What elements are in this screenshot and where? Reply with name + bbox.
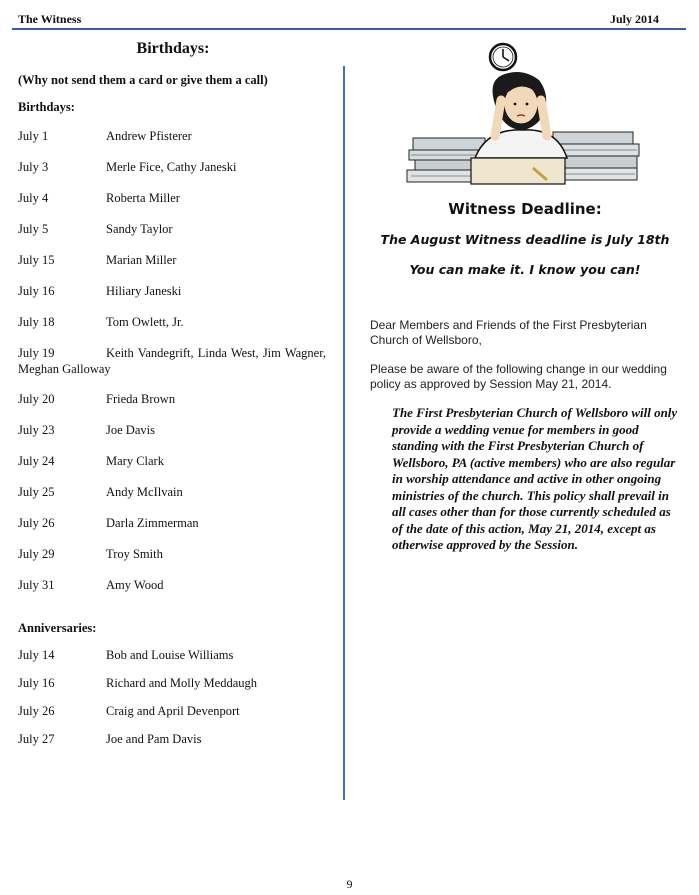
newsletter-title: The Witness [18, 12, 82, 26]
list-item [18, 190, 326, 207]
header-rule [12, 28, 686, 30]
stressed-worker-illustration [405, 40, 640, 188]
entry-names: Richard and Molly Meddaugh [106, 676, 258, 690]
page-number: 9 [346, 877, 353, 891]
entry-date: July 20 [18, 392, 55, 406]
entry-names: Joe Davis [106, 423, 155, 437]
anniversaries-label: Anniversaries: [18, 621, 97, 635]
deadline-date-text: The August Witness deadline is July 18th [380, 232, 670, 247]
entry-names: Amy Wood [106, 578, 164, 592]
list-item [18, 647, 326, 664]
issue-date: July 2014 [609, 12, 659, 26]
entry-names: Keith Vandegrift, Linda West, Jim Wagner, Meghan Galloway [18, 346, 326, 376]
list-item [18, 731, 326, 748]
entry-names: Hiliary Janeski [106, 284, 182, 298]
list-item [18, 577, 326, 594]
list-item [18, 515, 326, 532]
entry-date: July 25 [18, 485, 55, 499]
entry-date: July 23 [18, 423, 55, 437]
list-item [18, 422, 326, 439]
birthdays-label: Birthdays: [18, 100, 75, 114]
entry-date: July 16 [18, 284, 55, 298]
entry-date: July 31 [18, 578, 55, 592]
list-item [18, 159, 326, 176]
entry-date: July 19 [18, 346, 55, 360]
list-item [18, 484, 326, 501]
entry-date: July 14 [18, 648, 55, 662]
entry-names: Sandy Taylor [106, 222, 173, 236]
list-item [18, 128, 326, 145]
desk-icon [471, 158, 565, 184]
page-header [18, 10, 659, 26]
entry-date: July 18 [18, 315, 55, 329]
entry-names: Merle Fice, Cathy Janeski [106, 160, 237, 174]
birthday-list [18, 128, 326, 608]
list-item [18, 221, 326, 238]
entry-date: July 5 [18, 222, 49, 236]
clock-icon [490, 44, 516, 70]
entry-names: Bob and Louise Williams [106, 648, 234, 662]
list-item [18, 252, 326, 269]
entry-names: Joe and Pam Davis [106, 732, 202, 746]
entry-names: Andrew Pfisterer [106, 129, 192, 143]
wedding-policy-text: The First Presbyterian Church of Wellsboro will only provide a wedding venue for members in good standing with the First Presbyterian Church of Wellsboro, PA (active members) who are also regular in worship attendance and active in other ongoing ministries of the church. This policy shall prevail in all cases other than for those currently scheduled as of the date of this action, May 21, 2014, except as otherwise approved by the Session. [392, 405, 678, 552]
entry-date: July 26 [18, 704, 55, 718]
list-item [18, 314, 326, 331]
entry-date: July 27 [18, 732, 55, 746]
entry-date: July 15 [18, 253, 55, 267]
list-item [18, 283, 326, 300]
column-divider [343, 66, 345, 800]
birthdays-subtitle: (Why not send them a card or give them a call) [18, 73, 268, 87]
entry-date: July 3 [18, 160, 49, 174]
entry-names: Tom Owlett, Jr. [106, 315, 184, 329]
entry-names: Darla Zimmerman [106, 516, 199, 530]
entry-date: July 26 [18, 516, 55, 530]
entry-names: Roberta Miller [106, 191, 180, 205]
entry-date: July 4 [18, 191, 49, 205]
deadline-title: Witness Deadline: [448, 200, 602, 218]
woman-figure-icon [475, 72, 567, 158]
letter-greeting: Dear Members and Friends of the First Presbyterian Church of Wellsboro, [370, 318, 647, 347]
entry-names: Andy McIlvain [106, 485, 183, 499]
entry-names: Marian Miller [106, 253, 177, 267]
list-item [18, 453, 326, 470]
entry-date: July 1 [18, 129, 49, 143]
entry-names: Mary Clark [106, 454, 164, 468]
letter-notice: Please be aware of the following change in our wedding policy as approved by Session May 21, 2014. [370, 362, 667, 391]
list-item [18, 391, 326, 408]
birthdays-title: Birthdays: [136, 40, 210, 57]
deadline-encouragement: You can make it. I know you can! [409, 262, 641, 277]
entry-names: Troy Smith [106, 547, 163, 561]
entry-names: Craig and April Devenport [106, 704, 240, 718]
list-item [18, 345, 326, 377]
list-item [18, 703, 326, 720]
entry-date: July 16 [18, 676, 55, 690]
entry-date: July 24 [18, 454, 55, 468]
entry-date: July 29 [18, 547, 55, 561]
entry-names: Frieda Brown [106, 392, 176, 406]
list-item [18, 546, 326, 563]
anniversary-list [18, 647, 326, 759]
list-item [18, 675, 326, 692]
